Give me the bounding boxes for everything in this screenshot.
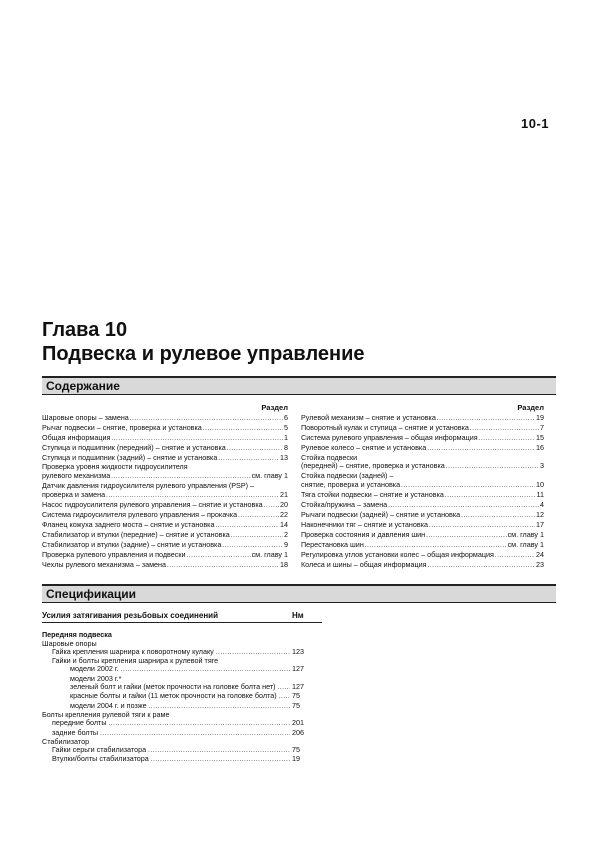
dot-leader [479, 434, 535, 444]
toc-entry-text: Насос гидроусилителя рулевого управления – снятие и установка [42, 500, 263, 510]
dot-leader [428, 561, 536, 571]
spec-row-label: модели 2003 г.* [70, 673, 122, 683]
chapter-number: Глава 10 [42, 319, 128, 341]
page-number: 10-1 [521, 116, 550, 131]
dot-leader [121, 665, 290, 674]
toc-entry-text: Проверка уровня жидкости гидроусилителя [42, 462, 188, 472]
toc-entry-section: см. главу 1 [507, 529, 544, 539]
spec-row-label: Стабилизатор [42, 736, 90, 746]
spec-row-label: модели 2004 г. и позже [70, 700, 147, 710]
torque-spec-table [42, 612, 322, 765]
spec-row-value: 19 [292, 754, 300, 764]
dot-leader [109, 719, 290, 728]
toc-entry-text: Поворотный кулак и ступица – снятие и установка [301, 422, 469, 432]
dot-leader [148, 746, 290, 755]
toc-entry-section: 20 [280, 500, 288, 510]
dot-leader [203, 424, 283, 434]
toc-entry-text: (передней) – снятие, проверка и установка [301, 461, 445, 471]
dot-leader [446, 462, 539, 472]
toc-entry-section: 4 [540, 500, 544, 510]
toc-entry-text: Рулевой механизм – снятие и установка [301, 412, 436, 422]
spec-row-value: 123 [292, 646, 304, 656]
chapter-title: Подвеска и рулевое управление [42, 343, 365, 365]
toc-entry-section: 15 [536, 432, 544, 442]
toc-entry-text: Стойка/пружина – замена [301, 500, 388, 510]
toc-entry-section: 7 [540, 422, 544, 432]
toc-entry-section: 18 [280, 559, 288, 569]
dot-leader [495, 551, 535, 561]
toc-entry-section: 9 [284, 539, 288, 549]
spec-table-title: Усилия затягивания резьбовых соединений [42, 611, 218, 620]
dot-leader [151, 755, 290, 764]
toc-entry-text: Общая информация [42, 432, 111, 442]
spec-row-label: модели 2002 г. [70, 664, 119, 674]
spec-row-label: задние болты [52, 727, 99, 737]
contents-left-column [42, 404, 288, 570]
toc-entry-section: см. главу 1 [507, 539, 544, 549]
toc-entry-text: Рычаги подвески (задней) – снятие и установка [301, 509, 461, 519]
dot-leader [426, 531, 506, 541]
toc-entry-text: Проверка состояния и давления шин [301, 529, 426, 539]
toc-entry-text: Регулировка углов установки колес – общая информация [301, 549, 494, 559]
chapter-heading [42, 318, 365, 366]
dot-leader [100, 729, 290, 738]
toc-entry-section: 19 [536, 412, 544, 422]
dot-leader [427, 444, 535, 454]
spec-row-label: зеленый болт и гайки (меток прочности на головке болта нет) [70, 682, 276, 692]
toc-entry-text: Чехлы рулевого механизма – замена [42, 559, 167, 569]
toc-entry-text: Шаровые опоры – замена [42, 412, 129, 422]
toc-entry-section: 1 [284, 432, 288, 442]
dot-leader [470, 424, 539, 434]
dot-leader [218, 454, 279, 464]
contents-title: Содержание [46, 379, 120, 393]
toc-entry-text: Датчик давления гидроусилителя рулевого управления (PSP) – [42, 481, 255, 491]
spec-row-label: Болты крепления рулевой тяги к раме [42, 709, 170, 719]
toc-entry-section: 13 [280, 452, 288, 462]
contents-right-column [301, 404, 544, 570]
toc-entry-text: Система гидроусилителя рулевого управления – прокачка [42, 509, 238, 519]
dot-leader [279, 692, 290, 701]
dot-leader [231, 531, 283, 541]
spec-row-label: красные болты и гайки (11 меток прочности на головке болта) [70, 691, 277, 701]
toc-entry-text: Колеса и шины – общая информация [301, 559, 427, 569]
toc-entry-section: 3 [540, 461, 544, 471]
spec-row-label: Гайки серьги стабилизатора [52, 745, 147, 755]
spec-row-value: 75 [292, 691, 300, 701]
spec-row-value: 206 [292, 727, 304, 737]
spec-row-value: 75 [292, 745, 300, 755]
toc-entry-text: Проверка рулевого управления и подвески [42, 549, 186, 559]
toc-entry-section: 12 [536, 509, 544, 519]
toc-entry-section: 17 [536, 519, 544, 529]
specs-title: Спецификации [46, 587, 137, 601]
toc-entry-text: Рулевое колесо – снятие и установка [301, 442, 427, 452]
spec-row-label: Втулки/болты стабилизатора [52, 754, 149, 764]
column-header: Раздел [517, 403, 544, 412]
spec-table-header [42, 612, 322, 623]
spec-row-label: Гайка крепления шарнира к поворотному кулаку [52, 646, 214, 656]
toc-entry-section: 10 [536, 480, 544, 490]
toc-entry-section: 23 [536, 559, 544, 569]
toc-entry-text: Система рулевого управления – общая информация [301, 432, 478, 442]
dot-leader [264, 501, 279, 511]
toc-entry-text: Рычаг подвески – снятие, проверка и установка [42, 422, 202, 432]
toc-entry [301, 561, 544, 571]
toc-entry-section: 6 [284, 412, 288, 422]
spec-row-value: 75 [292, 700, 300, 710]
dot-leader [278, 683, 290, 692]
spec-row-value: 127 [292, 664, 304, 674]
toc-entry-text: Фланец кожуха заднего моста – снятие и установка [42, 519, 215, 529]
toc-entry [301, 551, 544, 561]
toc-entry-section: 5 [284, 422, 288, 432]
toc-entry-text: Стабилизатор и втулки (передние) – снятие и установка [42, 529, 230, 539]
toc-entry-text: Наконечники тяг – снятие и установка [301, 519, 428, 529]
toc-entry-section: 8 [284, 442, 288, 452]
toc-entry-text: снятие, проверка и установка [301, 480, 401, 490]
toc-entry-text: Перестановка шин [301, 539, 364, 549]
toc-entry-section: 22 [280, 509, 288, 519]
toc-entry-text: Ступица и подшипник (передний) – снятие и установка [42, 442, 226, 452]
toc-entry-section: 2 [284, 529, 288, 539]
toc-entry-section: см. главу 1 [251, 549, 288, 559]
dot-leader [187, 551, 251, 561]
toc-entry-section: 14 [280, 519, 288, 529]
toc-entry-section: 11 [536, 490, 544, 500]
dot-leader [461, 511, 535, 521]
spec-unit: Нм [292, 611, 304, 620]
dot-leader [238, 511, 279, 521]
toc-entry-section: см. главу 1 [251, 471, 288, 481]
specs-header-bar [42, 584, 556, 603]
toc-entry-text: Тяга стойки подвески – снятие и установка [301, 490, 444, 500]
dot-leader [227, 444, 283, 454]
toc-entry-text: Стойка подвески (задней) – [301, 471, 394, 481]
toc-entry-text: Ступица и подшипник (задний) – снятие и установка [42, 452, 218, 462]
toc-entry-text: проверка и замена [42, 490, 106, 500]
toc-entry-section: 24 [536, 549, 544, 559]
toc-entry-text: рулевого механизма [42, 471, 111, 481]
toc-entry-text: Стойка подвески [301, 452, 358, 462]
dot-leader [445, 491, 536, 501]
toc-entry [42, 551, 288, 561]
spec-subheading: Передняя подвеска [42, 630, 112, 640]
dot-leader [171, 711, 290, 719]
toc-entry-section: 16 [536, 442, 544, 452]
dot-leader [216, 648, 290, 657]
spec-row-value: 201 [292, 718, 304, 728]
dot-leader [220, 657, 290, 665]
toc-entry-section: 21 [280, 490, 288, 500]
toc-entry [42, 561, 288, 571]
spec-row-label: Гайки и болты крепления шарнира к рулевой тяге [52, 656, 219, 666]
contents-header-bar [42, 376, 556, 395]
spec-row-label: Шаровые опоры [42, 638, 97, 648]
spec-row-value: 127 [292, 682, 304, 692]
dot-leader [167, 561, 279, 571]
dot-leader [149, 702, 290, 711]
column-header: Раздел [261, 403, 288, 412]
spec-row [42, 755, 322, 764]
spec-row-label: передние болты [52, 718, 107, 728]
toc-entry-text: Стабилизатор и втулки (задние) – снятие и установка [42, 539, 222, 549]
